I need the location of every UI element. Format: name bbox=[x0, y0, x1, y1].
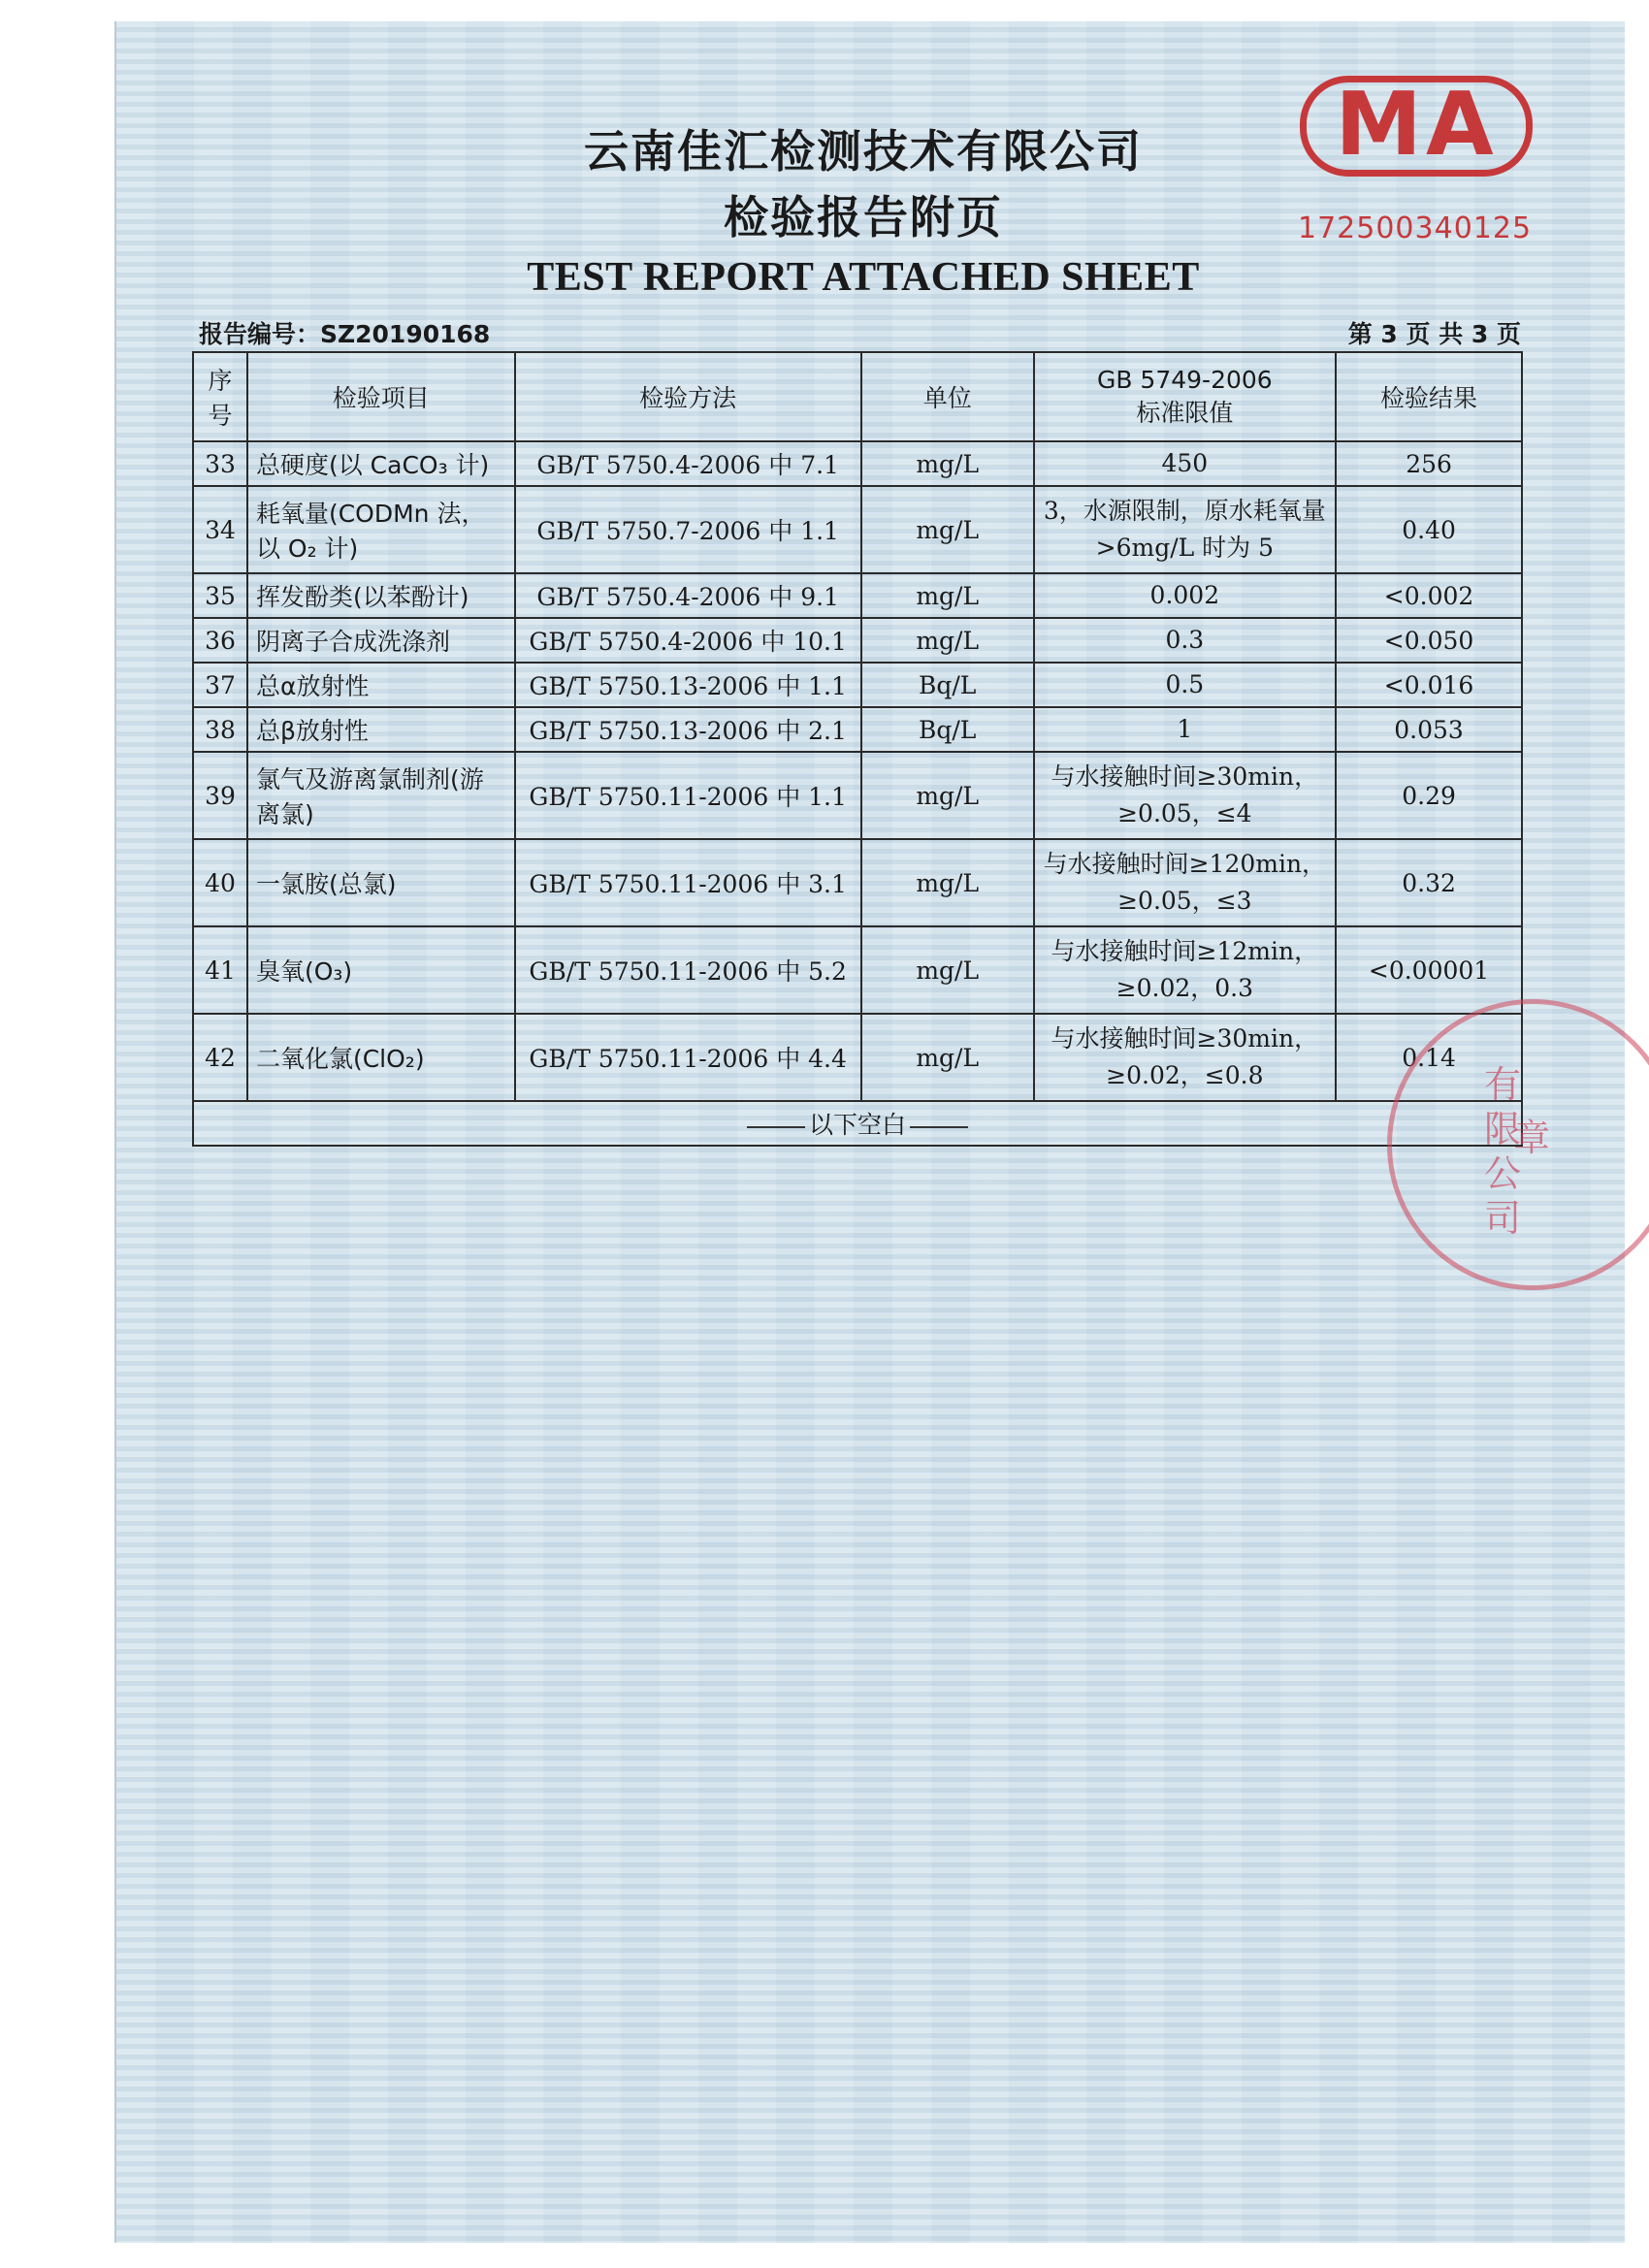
report-number: 报告编号：SZ20190168 bbox=[199, 320, 491, 348]
cell-item: 阴离子合成洗涤剂 bbox=[247, 618, 515, 663]
header-limit bbox=[1034, 352, 1337, 441]
cell-unit: Bq/L bbox=[861, 707, 1034, 752]
seal-text: 有限公司 bbox=[1484, 1063, 1522, 1240]
header-unit: 单位 bbox=[861, 352, 1034, 441]
cell-no: 41 bbox=[193, 926, 247, 1014]
table-header-row bbox=[193, 352, 1522, 441]
cell-unit: mg/L bbox=[861, 618, 1034, 663]
cell-limit: 与水接触时间≥12min，≥0.02，0.3 bbox=[1034, 926, 1337, 1014]
cell-no: 42 bbox=[193, 1014, 247, 1101]
cma-logo: MA bbox=[1300, 76, 1533, 177]
end-note-cell bbox=[193, 1101, 1522, 1146]
page-info: 第 3 页 共 3 页 bbox=[1347, 320, 1521, 348]
seal-suffix: 章 bbox=[1513, 1117, 1551, 1159]
table-row bbox=[193, 663, 1522, 707]
report-subtitle: 检验报告附页 bbox=[724, 191, 1003, 243]
cell-no: 39 bbox=[193, 752, 247, 839]
table-row bbox=[193, 839, 1522, 926]
header-seq: 序号 bbox=[193, 352, 247, 441]
cell-unit: mg/L bbox=[861, 752, 1034, 839]
header-item: 检验项目 bbox=[247, 352, 515, 441]
cell-method: GB/T 5750.11-2006 中 1.1 bbox=[515, 752, 861, 839]
cell-unit: mg/L bbox=[861, 839, 1034, 926]
cell-result: 0.40 bbox=[1336, 486, 1522, 573]
cell-limit: 与水接触时间≥30min，≥0.02，≤0.8 bbox=[1034, 1014, 1337, 1101]
cell-item: 一氯胺(总氯) bbox=[247, 839, 515, 926]
cell-item: 总β放射性 bbox=[247, 707, 515, 752]
cell-method: GB/T 5750.11-2006 中 5.2 bbox=[515, 926, 861, 1014]
table-row bbox=[193, 441, 1522, 486]
table-end-row bbox=[193, 1101, 1522, 1146]
cell-item: 总α放射性 bbox=[247, 663, 515, 707]
cell-no: 40 bbox=[193, 839, 247, 926]
cell-result: <0.016 bbox=[1336, 663, 1522, 707]
cell-method: GB/T 5750.4-2006 中 7.1 bbox=[515, 441, 861, 486]
cell-limit: 0.002 bbox=[1034, 573, 1337, 618]
cell-unit: mg/L bbox=[861, 1014, 1034, 1101]
cell-limit: 0.5 bbox=[1034, 663, 1337, 707]
cell-result: 0.14 bbox=[1336, 1014, 1522, 1101]
cell-no: 34 bbox=[193, 486, 247, 573]
cell-limit: 450 bbox=[1034, 441, 1337, 486]
cell-no: 35 bbox=[193, 573, 247, 618]
table-row bbox=[193, 926, 1522, 1014]
cell-item: 耗氧量(CODMn 法，以 O₂ 计) bbox=[247, 486, 515, 573]
cell-unit: Bq/L bbox=[861, 663, 1034, 707]
cell-method: GB/T 5750.7-2006 中 1.1 bbox=[515, 486, 861, 573]
cell-item: 臭氧(O₃) bbox=[247, 926, 515, 1014]
table-row bbox=[193, 707, 1522, 752]
table-row bbox=[193, 618, 1522, 663]
cell-method: GB/T 5750.4-2006 中 9.1 bbox=[515, 573, 861, 618]
cell-no: 33 bbox=[193, 441, 247, 486]
company-name: 云南佳汇检测技术有限公司 bbox=[584, 125, 1143, 178]
header-result: 检验结果 bbox=[1336, 352, 1522, 441]
cell-item: 氯气及游离氯制剂(游离氯) bbox=[247, 752, 515, 839]
cell-method: GB/T 5750.13-2006 中 2.1 bbox=[515, 707, 861, 752]
cell-no: 37 bbox=[193, 663, 247, 707]
cell-method: GB/T 5750.11-2006 中 3.1 bbox=[515, 839, 861, 926]
cell-unit: mg/L bbox=[861, 926, 1034, 1014]
cell-result: <0.002 bbox=[1336, 573, 1522, 618]
cell-limit: 与水接触时间≥30min，≥0.05，≤4 bbox=[1034, 752, 1337, 839]
cell-result: <0.00001 bbox=[1336, 926, 1522, 1014]
cell-limit: 3，水源限制，原水耗氧量>6mg/L 时为 5 bbox=[1034, 486, 1337, 573]
cell-result: 0.053 bbox=[1336, 707, 1522, 752]
cell-result: <0.050 bbox=[1336, 618, 1522, 663]
cell-unit: mg/L bbox=[861, 573, 1034, 618]
cell-unit: mg/L bbox=[861, 441, 1034, 486]
report-title-en: TEST REPORT ATTACHED SHEET bbox=[527, 255, 1200, 300]
cma-number: 172500340125 bbox=[1298, 211, 1533, 245]
cell-item: 挥发酚类(以苯酚计) bbox=[247, 573, 515, 618]
cell-limit: 1 bbox=[1034, 707, 1337, 752]
cell-item: 总硬度(以 CaCO₃ 计) bbox=[247, 441, 515, 486]
table-row bbox=[193, 1014, 1522, 1101]
cell-result: 0.29 bbox=[1336, 752, 1522, 839]
cell-result: 256 bbox=[1336, 441, 1522, 486]
table-row bbox=[193, 752, 1522, 839]
table-row bbox=[193, 573, 1522, 618]
cell-item: 二氧化氯(ClO₂) bbox=[247, 1014, 515, 1101]
cell-limit: 0.3 bbox=[1034, 618, 1337, 663]
cell-method: GB/T 5750.13-2006 中 1.1 bbox=[515, 663, 861, 707]
cell-no: 38 bbox=[193, 707, 247, 752]
header-method: 检验方法 bbox=[515, 352, 861, 441]
cell-no: 36 bbox=[193, 618, 247, 663]
results-table bbox=[192, 351, 1523, 1147]
end-note-dash-left bbox=[747, 1126, 805, 1128]
end-note: 以下空白 bbox=[808, 1111, 906, 1139]
cell-method: GB/T 5750.4-2006 中 10.1 bbox=[515, 618, 861, 663]
table-row bbox=[193, 486, 1522, 573]
cell-method: GB/T 5750.11-2006 中 4.4 bbox=[515, 1014, 861, 1101]
cell-unit: mg/L bbox=[861, 486, 1034, 573]
cell-limit: 与水接触时间≥120min，≥0.05，≤3 bbox=[1034, 839, 1337, 926]
end-note-dash-right bbox=[910, 1126, 968, 1128]
header-limit-label: 标准限值 bbox=[1136, 398, 1234, 427]
cell-result: 0.32 bbox=[1336, 839, 1522, 926]
header-limit-standard: GB 5749-2006 bbox=[1096, 365, 1273, 394]
